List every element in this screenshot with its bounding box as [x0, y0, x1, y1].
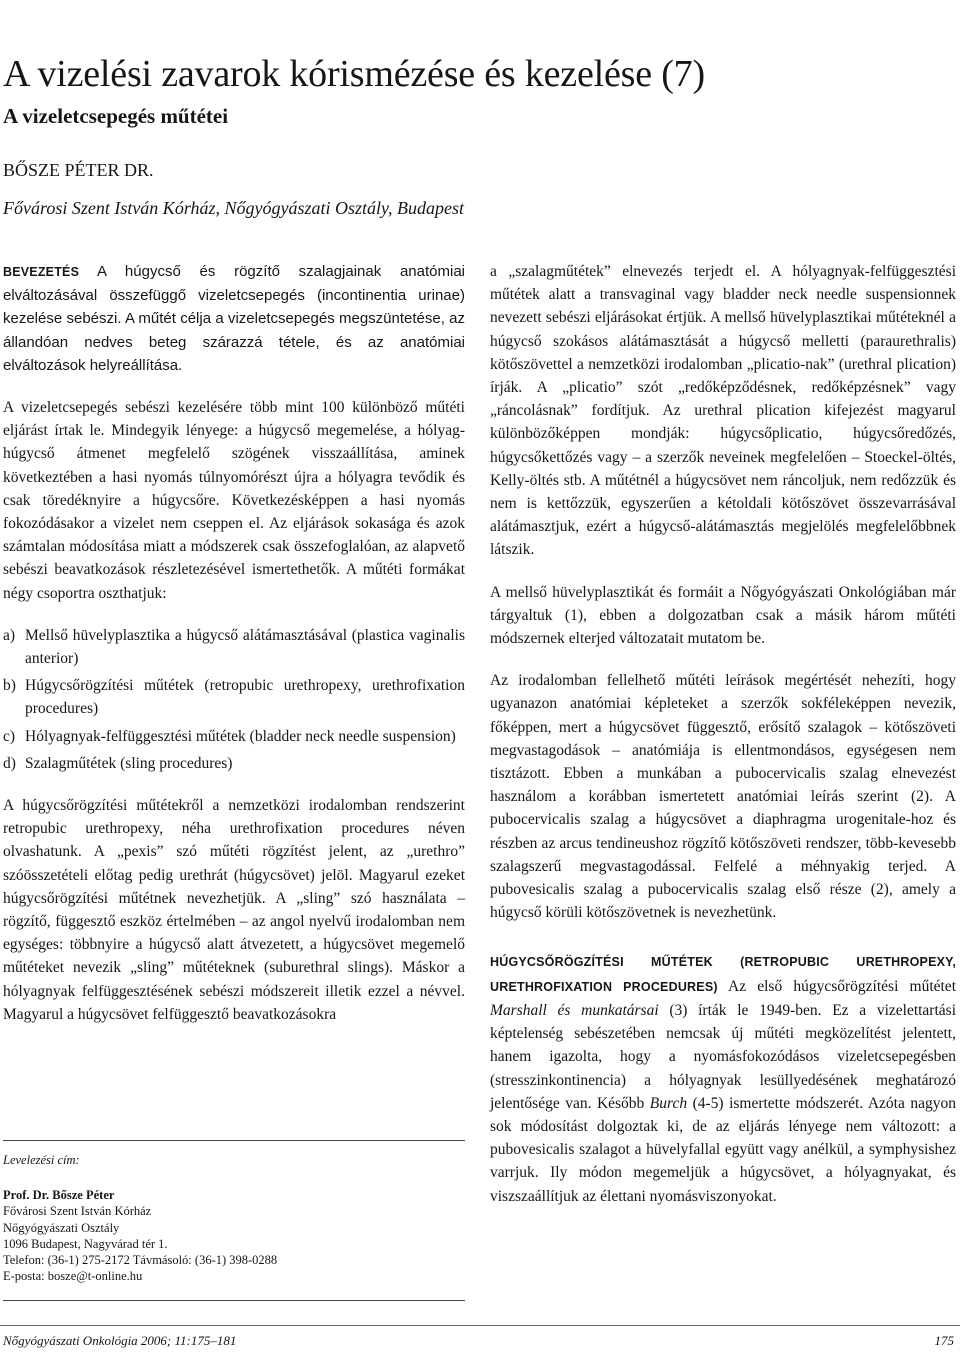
- list-item-label: a): [3, 626, 16, 644]
- journal-citation: Nőgyógyászati Onkológia 2006; 11:175–181: [3, 1333, 237, 1348]
- article-subtitle: A vizeletcsepegés műtétei: [3, 104, 229, 128]
- right-column: [490, 260, 956, 1208]
- address-bottom-rule: [3, 1300, 465, 1301]
- body-paragraph-1: A vizeletcsepegés sebészi kezelésére több mint 100 különböző műtéti eljárást írtak le. Mindegyik lényege: a húgycső megemelése, a hólyag-húgycső átmenet megfelelő szögének visszaállítása, aminek következtében a hasi nyomás túlnyomórészt újra a hólyagra tevődik és csak töredéknyire a húgycsőre. Következésképpen a hasi nyomás fokozódásakor a vizelet nem cseppen el. Az eljárások sokasága és azok számtalan módosítása miatt a módszerek csak összefoglalóan, az alapvető sebészi beavatkozások részletezésével ismertethetők. A műtéti formákat négy csoportra oszthatjuk:: [3, 399, 465, 602]
- footer-rule: [0, 1325, 960, 1326]
- list-item: [3, 725, 465, 748]
- body-paragraph-5: Az irodalomban fellelhető műtéti leírások megértését nehezíti, hogy ugyanazon anatómiai képleteket a szerzők sokféleképpen nevezik, főképpen, mert a húgycsövet függesztő, erősítő szalagok – kötőszöveti megvastagodások – anatómiája is ellentmondásos, egységesen nem tisztázott. Ebben a munkában a pubocervicalis szalag elnevezést használom a korábban ismertetett anatómiai leírás szerint (2). A pubocervicalis szalag a húgycsövet a diaphragma urogenitale-hoz és részben az arcus tendineushoz rögzítő kötőszöveti rendszer, több-kevesebb szalagszerű megvastagodással. Felfelé a méhnyakig terjed. A pubovesicalis szalag a pubocervicalis szalag első része (2), amely a húgycső körüli kötőszövetnek is nevezhetünk.: [490, 672, 956, 922]
- article-title: A vizelési zavarok kórismézése és kezelése (7): [3, 53, 705, 95]
- list-item-text: Húgycsőrögzítési műtétek (retropubic urethropexy, urethrofixation procedures): [25, 677, 465, 718]
- left-column: [3, 260, 465, 1026]
- list-item-label: d): [3, 754, 16, 772]
- list-item-text: Hólyagnyak-felfüggesztési műtétek (bladder neck needle suspension): [25, 727, 456, 745]
- list-item: [3, 752, 465, 775]
- address-label: Levelezési cím:: [3, 1153, 80, 1167]
- list-item: [3, 624, 465, 670]
- address-email: E-posta: bosze@t-online.hu: [3, 1269, 143, 1284]
- author-affiliation: Fővárosi Szent István Kórház, Nőgyógyászati Osztály, Budapest: [3, 198, 464, 218]
- list-item-text: Szalagműtétek (sling procedures): [25, 754, 233, 772]
- procedure-list: [3, 624, 465, 775]
- author-ref-marshall: Marshall és munkatársai: [490, 1001, 659, 1019]
- section-text-b: (4-5) ismertette módszerét. Azóta nagyon sok módosítást dolgoztak ki, de az eljárás lényege nem változott: a pubovesicalis szalagot a hüvelyfallal együtt vagy anélkül, a symphysishez varrjuk. Ily módon megemeljük a húgycsövet, a hólyagnyakat, és viszszaállítjuk az élettani nyomásviszonyokat.: [490, 1094, 956, 1205]
- author-ref-burch: Burch: [649, 1094, 688, 1112]
- address-line: Nőgyógyászati Osztály: [3, 1220, 120, 1235]
- address-line: 1096 Budapest, Nagyvárad tér 1.: [3, 1236, 168, 1251]
- address-line: Telefon: (36-1) 275-2172 Távmásoló: (36-1) 398-0288: [3, 1253, 278, 1268]
- list-item: [3, 674, 465, 720]
- section-lead: Az első húgycsőrögzítési műtétet: [728, 977, 956, 995]
- body-paragraph-4: A mellső hüvelyplasztikát és formáit a Nőgyógyászati Onkológiában már tárgyaltuk (1), ebben a dolgozatban csak a másik három műtéti módszernek elterjed változatait mutatom be.: [490, 583, 956, 648]
- list-item-label: b): [3, 677, 16, 695]
- intro-keyword: BEVEZETÉS: [3, 265, 80, 279]
- author-name: BŐSZE PÉTER DR.: [3, 160, 154, 180]
- body-paragraph-2: A húgycsőrögzítési műtétekről a nemzetközi irodalomban rendszerint retropubic urethropexy, néha urethrofixation procedures néven olvashatunk. A „pexis” szó műtéti rögzítést jelent, az „urethro” szóösszetételi előtag pedig urethrát (húgycsövet) jelöl. Magyarul ezeket húgycsőrögzítési műtétnek nevezhetjük. A „sling” szó használata – rögzítő, függesztő eszköz értelmében – az angol nyelvű irodalomban nem egységes: többnyire a húgycső alatt átvezetett, a húgycsövet megemelő műtéteket nevezik „sling” műtéteknek (suburethral slings). Máskor a hólyagnyak felfüggesztésének sebészi módszereit illetik ezzel a névvel. Magyarul a húgycsövet felfüggesztő beavatkozásokra: [3, 797, 465, 1023]
- body-paragraph-3: a „szalagműtétek” elnevezés terjedt el. A hólyagnyak-felfüggesztési műtétek alatt a transvaginal vagy bladder neck needle suspensionnek nevezett sebészi eljárásokat értjük. A mellső hüvelyplasztikai műtéteknél a húgycső szokásos alátámasztását a húgycső melletti (paraurethralis) kötőszövettel a nemzetközi irodalomban „plicatio-nak” (urethral plication) írják. A „plicatio” szót „redőképződésnek, redőképzésnek” vagy „ráncolásnak” fordítjuk. Az urethral plication kifejezést magyarul különbözőképpen mondják: húgycsőplicatio, húgycsőredőzés, húgycsőkettőzés vagy – a szerzők neveinek megfelelően – Stoeckel-öltés, Kelly-öltés stb. A műtétnél a húgycsövet nem ráncoljuk, nem redőzzük és nem is kettőzzük, egyszerűen a kétoldali kötőszövet összevarrásával alátámasztjuk, ezért a húgycső-alátámasztás megjelölés megfelelőbbnek látszik.: [490, 263, 956, 559]
- list-item-text: Mellső hüvelyplasztika a húgycső alátámasztásával (plastica vaginalis anterior): [25, 626, 465, 668]
- section-text-a: (3) írták le 1949-ben. Ez a vizelettartási képtelenség sebészetében nemcsak új műtéti megközelítést jelentett, hanem igazolta, hogy a nyomásfokozódásos vizeletcsepegésben (stresszinkontinencia) a hólyagnyak lesüllyedésének meghatározó jelentősége van. Később: [490, 1001, 956, 1112]
- address-line: Fővárosi Szent István Kórház: [3, 1204, 152, 1219]
- intro-text: A húgycső és rögzítő szalagjainak anatómiai elváltozásával összefüggő vizeletcsepegés (incontinentia urinae) kezelése sebészi. A műtét célja a vizeletcsepegés megszüntetése, az állandóan nedves beteg szárazzá tétele, és az anatómiai elváltozások helyreállítása.: [3, 263, 465, 374]
- page-number: 175: [934, 1333, 954, 1348]
- correspondence-address: [3, 1152, 463, 1284]
- section-paragraph: [490, 950, 956, 1207]
- address-name: Prof. Dr. Bősze Péter: [3, 1188, 115, 1203]
- intro-paragraph: [3, 260, 465, 377]
- list-item-label: c): [3, 727, 16, 745]
- section-heading: HÚGYCSŐRÖGZÍTÉSI MŰTÉTEK (RETROPUBIC URETHROPEXY, URETHROFIXATION PROCEDURES): [490, 955, 956, 994]
- address-top-rule: [3, 1140, 465, 1141]
